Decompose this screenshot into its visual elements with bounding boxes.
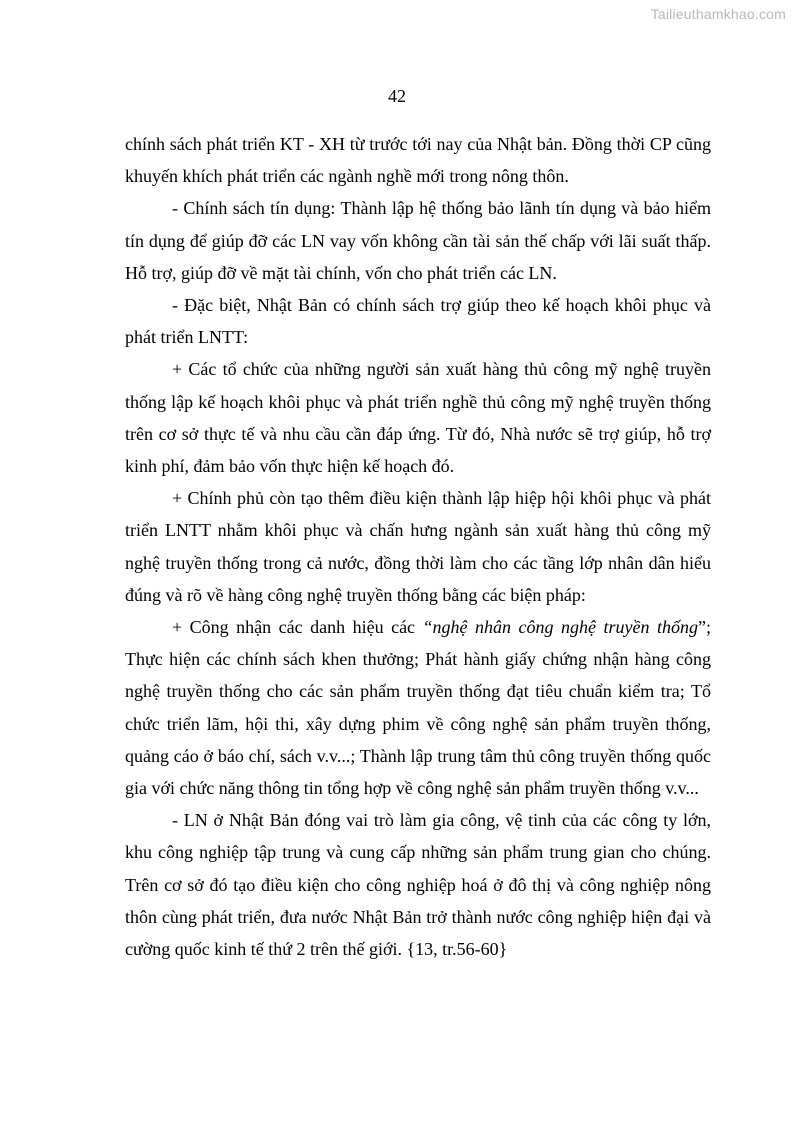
watermark-text: Tailieuthamkhao.com (650, 6, 786, 22)
paragraph-3: - Đặc biệt, Nhật Bản có chính sách trợ giúp theo kế hoạch khôi phục và phát triển LNTT: (125, 295, 711, 348)
paragraph-2: - Chính sách tín dụng: Thành lập hệ thống bảo lãnh tín dụng và bảo hiểm tín dụng để giúp đỡ các LN vay vốn không cần tài sản thế chấp với lãi suất thấp. Hỗ trợ, giúp đỡ về mặt tài chính, vốn cho phát triển các LN. (125, 198, 711, 283)
paragraph-1: chính sách phát triển KT - XH từ trước tới nay của Nhật bản. Đồng thời CP cũng khuyến khích phát triển các ngành nghề mới trong nông thôn. (125, 134, 711, 187)
paragraph-7: - LN ở Nhật Bản đóng vai trò làm gia công, vệ tinh của các công ty lớn, khu công nghiệp tập trung và cung cấp những sản phẩm trung gian cho chúng. Trên cơ sở đó tạo điều kiện cho công nghiệp hoá ở đô thị và công nghiệp nông thôn cùng phát triển, đưa nước Nhật Bản trở thành nước công nghiệp hiện đại và cường quốc kinh tế thứ 2 trên thế giới. {13, tr.56-60} (125, 810, 711, 960)
paragraph-6-lead: + Công nhận các danh hiệu các (172, 617, 423, 638)
page-number: 42 (388, 86, 406, 106)
paragraph-6-rest: ”; Thực hiện các chính sách khen thưởng; Phát hành giấy chứng nhận hàng công nghệ truyền thống cho các sản phẩm truyền thống đạt tiêu chuẩn kiểm tra; Tổ chức triển lãm, hội thi, xây dựng phim về công nghệ sản phẩm truyền thống, quảng cáo ở báo chí, sách v.v...; Thành lập trung tâm thủ công truyền thống quốc gia với chức năng thông tin tổng hợp về công nghệ sản phẩm truyền thống v.v... (125, 617, 711, 799)
document-body (125, 128, 711, 965)
paragraph-6-italic-title: “nghệ nhân công nghệ truyền thống (422, 617, 698, 638)
paragraph-6 (125, 611, 711, 804)
paragraph-4: + Các tổ chức của những người sản xuất hàng thủ công mỹ nghệ truyền thống lập kế hoạch khôi phục và phát triển nghề thủ công mỹ nghệ truyền thống trên cơ sở thực tế và nhu cầu cần đáp ứng. Từ đó, Nhà nước sẽ trợ giúp, hỗ trợ kinh phí, đảm bảo vốn thực hiện kế hoạch đó. (125, 359, 711, 477)
paragraph-5: + Chính phủ còn tạo thêm điều kiện thành lập hiệp hội khôi phục và phát triển LNTT nhằm khôi phục và chấn hưng ngành sản xuất hàng thủ công mỹ nghệ truyền thống trong cả nước, đồng thời làm cho các tầng lớp nhân dân hiểu đúng và rõ về hàng công nghệ truyền thống bằng các biện pháp: (125, 488, 711, 605)
